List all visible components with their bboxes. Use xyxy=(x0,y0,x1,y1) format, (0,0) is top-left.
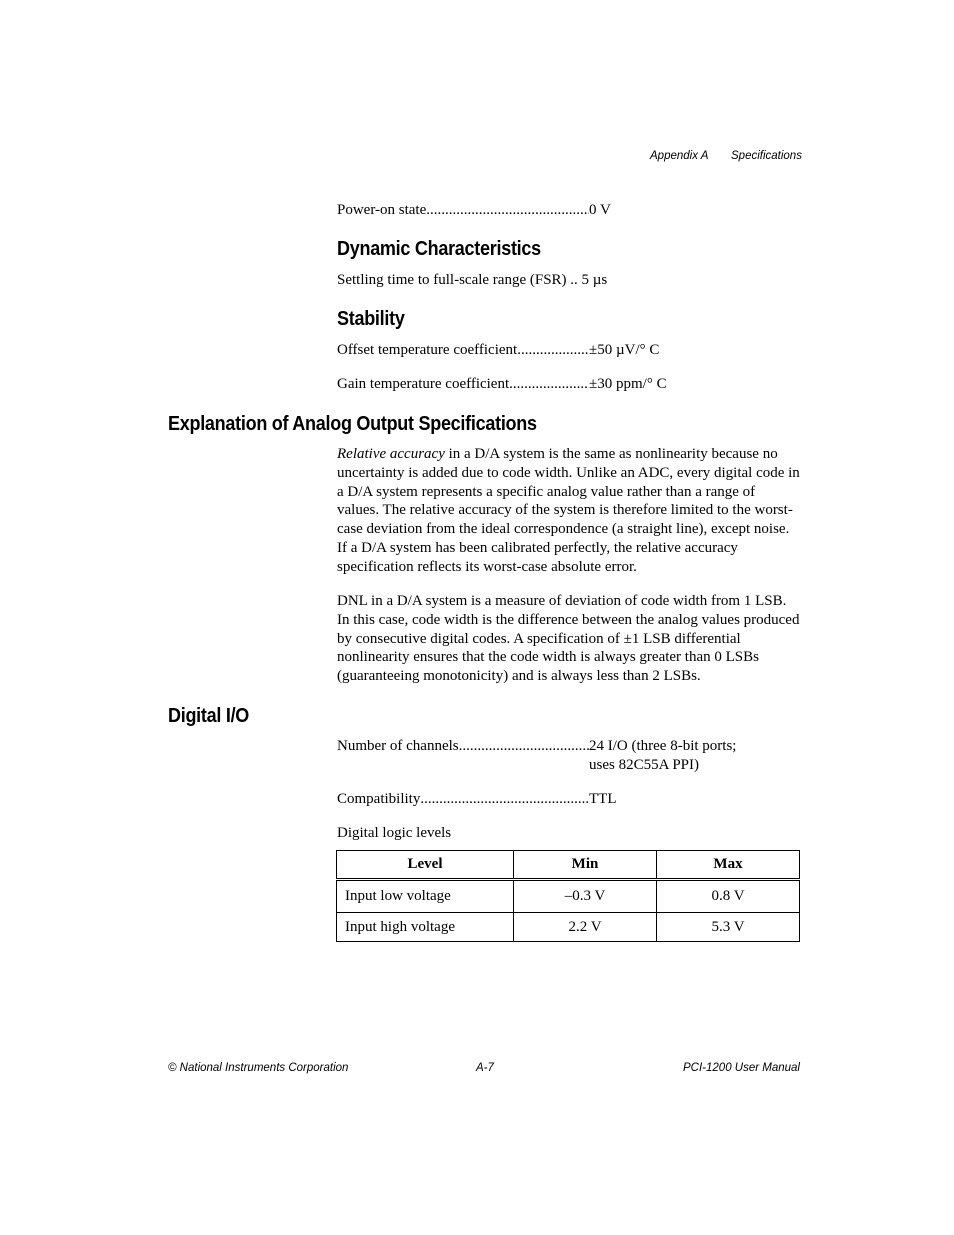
header-appendix: Appendix A xyxy=(650,150,709,162)
table-row xyxy=(337,913,800,942)
term-relative-accuracy: Relative accuracy xyxy=(337,446,445,462)
spec-offset-temp-coefficient xyxy=(337,341,800,360)
heading-explanation-analog-output: Explanation of Analog Output Specifications xyxy=(168,413,537,435)
spec-value: ±30 ppm/° C xyxy=(589,376,667,392)
spec-value-line2: uses 82C55A PPI) xyxy=(589,757,700,773)
spec-value-line1: 24 I/O (three 8-bit ports; xyxy=(589,738,737,754)
digital-logic-levels-table xyxy=(336,850,800,942)
column-header-min: Min xyxy=(514,851,657,880)
spec-value: ±50 µV/° C xyxy=(589,342,660,358)
table-row xyxy=(337,880,800,913)
spec-value: 0 V xyxy=(589,202,611,218)
paragraph-dnl: DNL in a D/A system is a measure of deviation of code width from 1 LSB. In this case, code width is the difference between the analog values produced by consecutive digital codes. A specification of ±1 LSB differential nonlinearity ensures that the code width is always greater than 0 LSBs (guaranteeing monotonicity) and is always less than 2 LSBs. xyxy=(337,593,800,685)
spec-power-on-state xyxy=(337,201,800,220)
paragraph-text: in a D/A system is the same as nonlinearity because no uncertainty is added due to code width. Unlike an ADC, every digital code in a D/A system represents a specific analog value rather than a range of values. The relative accuracy of the system is therefore limited to the worst-case deviation from the ideal correspondence (a straight line), except noise. If a D/A system has been calibrated perfectly, the relative accuracy specification reflects its worst-case absolute error. xyxy=(337,446,800,575)
header-section: Specifications xyxy=(731,150,802,162)
footer-page-number: A-7 xyxy=(476,1062,494,1074)
settling-time-spec: Settling time to full-scale range (FSR) .. 5 µs xyxy=(337,272,608,288)
table-cell-min: 2.2 V xyxy=(514,913,657,942)
table-cell-max: 0.8 V xyxy=(657,880,800,913)
spec-label: Compatibility xyxy=(337,791,421,807)
paragraph-relative-accuracy xyxy=(337,445,800,577)
table-cell-min: –0.3 V xyxy=(514,880,657,913)
spec-compatibility xyxy=(337,790,800,809)
table-cell-level: Input low voltage xyxy=(337,880,514,913)
heading-dynamic-characteristics: Dynamic Characteristics xyxy=(337,238,541,260)
spec-value: TTL xyxy=(589,791,617,807)
column-header-max: Max xyxy=(657,851,800,880)
spec-label: Number of channels xyxy=(337,738,459,754)
heading-digital-io: Digital I/O xyxy=(168,705,250,727)
digital-logic-levels-title: Digital logic levels xyxy=(337,825,452,841)
spec-label: Power-on state xyxy=(337,202,427,218)
spec-gain-temp-coefficient xyxy=(337,375,800,394)
spec-number-of-channels xyxy=(337,737,800,775)
footer-copyright: © National Instruments Corporation xyxy=(168,1062,349,1074)
footer-manual-title: PCI-1200 User Manual xyxy=(683,1062,800,1074)
table-cell-max: 5.3 V xyxy=(657,913,800,942)
spec-label: Gain temperature coefficient xyxy=(337,376,510,392)
table-cell-level: Input high voltage xyxy=(337,913,514,942)
heading-stability: Stability xyxy=(337,308,405,330)
table-header-row xyxy=(337,851,800,880)
column-header-level: Level xyxy=(337,851,514,880)
spec-label: Offset temperature coefficient xyxy=(337,342,518,358)
